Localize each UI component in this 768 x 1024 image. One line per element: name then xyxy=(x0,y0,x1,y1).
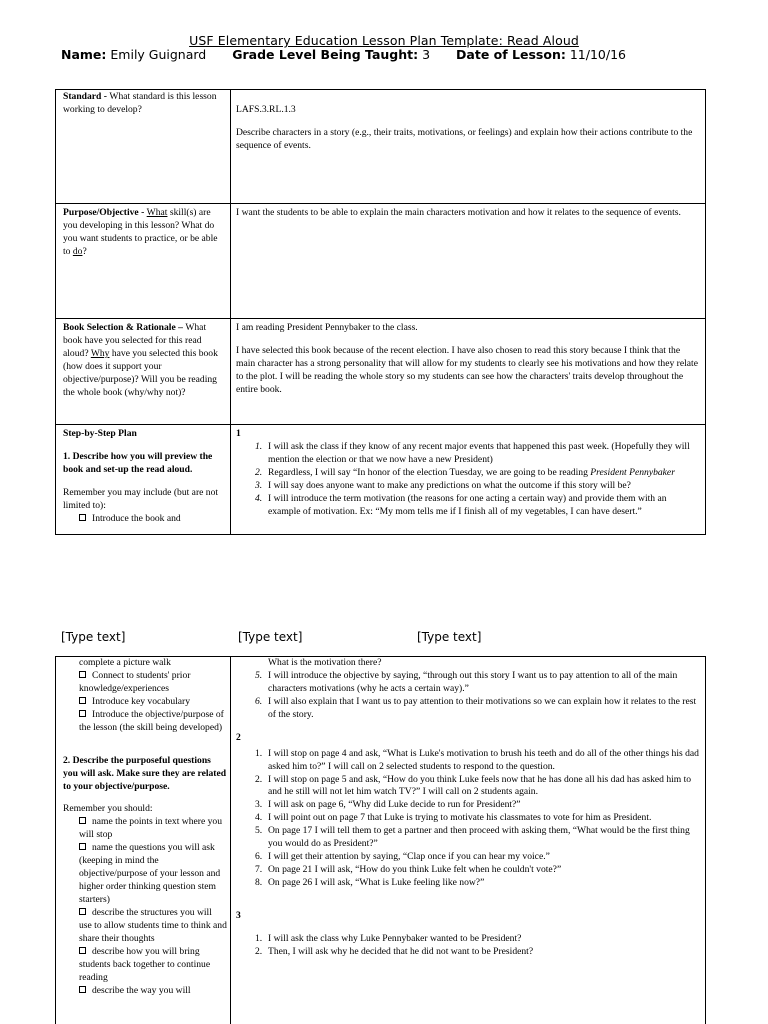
grade-value: 3 xyxy=(422,47,431,62)
list-item-text: On page 17 I will tell them to get a partner and then proceed with asking them, “What would be the first thing you would do as President?” xyxy=(268,825,690,850)
book-prompt-1: What book have you selected for this read aloud? xyxy=(63,322,207,359)
purpose-response xyxy=(232,207,705,317)
grade-label: Grade Level Being Taught: xyxy=(232,47,419,62)
steps-question-2: 2. Describe the purposeful questions you will ask. Make sure they are related to your objective/purpose. xyxy=(63,754,227,792)
page2-right xyxy=(232,657,705,1024)
list-item-number: 5. xyxy=(255,825,263,837)
checkbox-item xyxy=(63,670,227,696)
list-item-text: On page 21 I will ask, “How do you think Luke felt when he couldn't vote?” xyxy=(268,864,562,876)
checkbox-item xyxy=(63,696,227,709)
footer-left: [Type text] xyxy=(61,630,126,644)
list-item-text: I will introduce the term motivation (the reasons for one acting a certain way) and provide them with an example of motivation. Ex: “My mom tells me if I finish all of my vegetables, I can have desert.” xyxy=(268,492,667,517)
book-why: Why xyxy=(90,347,110,359)
checkbox-label: name the points in text where you will stop xyxy=(79,816,223,841)
list-item-number: 7. xyxy=(255,864,263,876)
list-item xyxy=(236,493,701,519)
list-item xyxy=(236,946,701,959)
list-item-number: 6. xyxy=(255,695,263,707)
purpose-do: do xyxy=(72,245,83,257)
standard-label: Standard - xyxy=(63,91,110,102)
list-item-number: 6. xyxy=(255,851,263,863)
purpose-prompt-1: skill(s) are you developing in this lesson? What do you want students to practice, or be able to xyxy=(63,207,218,257)
list-item-number: 2. xyxy=(255,945,263,957)
left-checklist-2 xyxy=(63,816,227,997)
checkbox-label: Introduce key vocabulary xyxy=(92,695,191,707)
book-response xyxy=(232,322,705,424)
book-text-1: I am reading President Pennybaker to the class. xyxy=(236,322,418,333)
checkbox-item xyxy=(63,907,227,946)
checkbox-icon xyxy=(79,986,86,993)
document-title: USF Elementary Education Lesson Plan Template: Read Aloud xyxy=(189,33,579,48)
list-item-number: 1. xyxy=(255,747,263,759)
list-item-number: 1. xyxy=(255,440,263,452)
list-item-text: Then, I will ask why he decided that he did not want to be President? xyxy=(268,945,534,957)
steps-prompt xyxy=(60,428,230,534)
checkbox-icon xyxy=(79,908,86,915)
book-title-italic: President Pennybaker xyxy=(590,466,675,478)
section-1b-list xyxy=(236,670,701,722)
checkbox-label: Introduce the book and xyxy=(92,512,181,524)
checkbox-icon xyxy=(79,843,86,850)
checkbox-icon xyxy=(79,710,86,717)
list-item xyxy=(236,467,701,480)
checkbox-label: describe the way you will xyxy=(92,984,191,996)
list-item-text: I will point out on page 7 that Luke is trying to motivate his classmates to vote for him as President. xyxy=(268,812,652,824)
list-item-text: I will ask the class if they know of any recent major events that happened this past week. (Hopefully they will mention the election or that we now have a new President) xyxy=(268,440,690,465)
list-item xyxy=(236,933,701,946)
list-item xyxy=(236,851,701,864)
checkbox-icon xyxy=(79,947,86,954)
list-item xyxy=(236,441,701,467)
checkbox-item xyxy=(63,816,227,842)
page2-left xyxy=(60,657,230,1024)
list-item-number: 4. xyxy=(255,492,263,504)
section-1-continued: What is the motivation there? xyxy=(268,657,382,668)
list-item xyxy=(236,799,701,812)
purpose-text: I want the students to be able to explain the main characters motivation and how it relates to the sequence of events. xyxy=(236,207,681,218)
list-item xyxy=(236,825,701,851)
steps-remember-1: Remember you may include (but are not limited to): xyxy=(63,486,219,511)
footer-center: [Type text] xyxy=(238,630,303,644)
purpose-label: Purpose/Objective - xyxy=(63,207,147,218)
left-continued: complete a picture walk xyxy=(79,657,171,668)
date-label: Date of Lesson: xyxy=(456,47,566,62)
list-item-number: 3. xyxy=(255,799,263,811)
checkbox-item xyxy=(63,709,227,735)
list-item-number: 8. xyxy=(255,877,263,888)
book-prompt-2: have you selected this book (how does it support your objective/purpose)? Will you be reading the whole book (why/why not)? xyxy=(63,347,218,398)
list-item-text: On page 26 I will ask, “What is Luke feeling like now?” xyxy=(268,877,485,888)
list-item-text: I will introduce the objective by saying, “through out this story I want us to pay attention to all of the main characters motivations (why he acts a certain way).” xyxy=(268,669,678,694)
list-item xyxy=(236,748,701,774)
checkbox-item xyxy=(63,513,227,526)
standard-prompt-text: What standard is this lesson working to develop? xyxy=(63,91,217,115)
section-2-list xyxy=(236,748,701,890)
left-checklist-1 xyxy=(63,670,227,735)
purpose-what: What xyxy=(146,207,168,218)
checkbox-item xyxy=(63,946,227,985)
checkbox-icon xyxy=(79,671,86,678)
list-item-text: I will ask the class why Luke Pennybaker wanted to be President? xyxy=(268,932,522,944)
list-item xyxy=(236,696,701,722)
purpose-prompt-2: ? xyxy=(82,245,87,257)
list-item-text: I will get their attention by saying, “Clap once if you can hear my voice.” xyxy=(268,851,550,863)
list-item xyxy=(236,670,701,696)
list-item-number: 4. xyxy=(255,812,263,824)
footer-right: [Type text] xyxy=(417,630,482,644)
name-label: Name: xyxy=(61,47,107,62)
date-value: 11/10/16 xyxy=(569,47,626,62)
checkbox-icon xyxy=(79,697,86,704)
book-prompt xyxy=(60,322,230,424)
steps-question-1: 1. Describe how you will preview the book and set-up the read aloud. xyxy=(63,450,213,475)
section-3-number: 3 xyxy=(236,909,241,921)
section-1-list xyxy=(236,441,701,519)
list-item-text: I will stop on page 5 and ask, “How do you think Luke feels now that he has done all his dad has asked him to and he still will not let him watch TV?” I will call on 2 students again. xyxy=(268,773,692,798)
steps-label: Step-by-Step Plan xyxy=(63,428,137,439)
list-item-number: 1. xyxy=(255,932,263,944)
list-item-text: I will say does anyone want to make any predictions on what the outcome if this story will be? xyxy=(268,479,631,491)
steps-remember-2: Remember you should: xyxy=(63,803,153,815)
list-item-text: I will stop on page 4 and ask, “What is Luke's motivation to brush his teeth and do all of the other things his dad asked him to?” I will call on 2 selected students to respond to the question. xyxy=(268,747,699,772)
list-item-number: 3. xyxy=(255,479,263,491)
section-2-number: 2 xyxy=(236,731,241,743)
list-item xyxy=(236,877,701,890)
section-3-list xyxy=(236,933,701,959)
steps-response xyxy=(232,428,705,534)
list-item-number: 5. xyxy=(255,669,263,681)
list-item-number: 2. xyxy=(255,466,263,478)
list-item-number: 2. xyxy=(255,773,263,785)
list-item xyxy=(236,480,701,493)
list-item xyxy=(236,812,701,825)
book-text-2: I have selected this book because of the recent election. I have also chosen to read this story because I think that the main character has a strong personality that will allow for my students to clearly see his motivations and how they relate to the plot. I will be reading the whole story so my students can see how the characters' traits develop throughout the entire book. xyxy=(236,344,698,395)
checkbox-label: Connect to students' prior knowledge/experiences xyxy=(79,669,191,694)
checkbox-label: describe how you will bring students back together to continue reading xyxy=(79,945,211,983)
checkbox-item xyxy=(63,842,227,907)
checkbox-label: Introduce the objective/purpose of the lesson (the skill being developed) xyxy=(79,708,224,733)
checkbox-icon xyxy=(79,817,86,824)
checkbox-item xyxy=(63,985,227,998)
name-value: Emily Guignard xyxy=(110,47,207,62)
section-1-number: 1 xyxy=(236,428,241,439)
list-item-text: I will ask on page 6, “Why did Luke decide to run for President?” xyxy=(268,799,521,811)
checkbox-icon xyxy=(79,514,86,521)
purpose-prompt xyxy=(60,207,230,317)
standard-prompt xyxy=(60,91,230,201)
list-item xyxy=(236,774,701,800)
book-label: Book Selection & Rationale – xyxy=(63,322,186,333)
checkbox-label: name the questions you will ask (keeping in mind the objective/purpose of your lesson and higher order thinking question stem starters) xyxy=(79,842,221,905)
standard-text: Describe characters in a story (e.g., their traits, motivations, or feelings) and explain how their actions contribute to the sequence of events. xyxy=(236,126,693,151)
list-item xyxy=(236,864,701,877)
standard-code: LAFS.3.RL.1.3 xyxy=(236,104,296,115)
header-meta xyxy=(61,47,626,64)
standard-response xyxy=(232,104,705,201)
list-item-text: Regardless, I will say “In honor of the election Tuesday, we are going to be reading xyxy=(268,466,591,478)
checkbox-label: describe the structures you will use to allow students time to think and share their thoughts xyxy=(79,906,227,944)
list-item-text: I will also explain that I want us to pay attention to their motivations so we can explain how it relates to the rest of the story. xyxy=(268,695,697,720)
